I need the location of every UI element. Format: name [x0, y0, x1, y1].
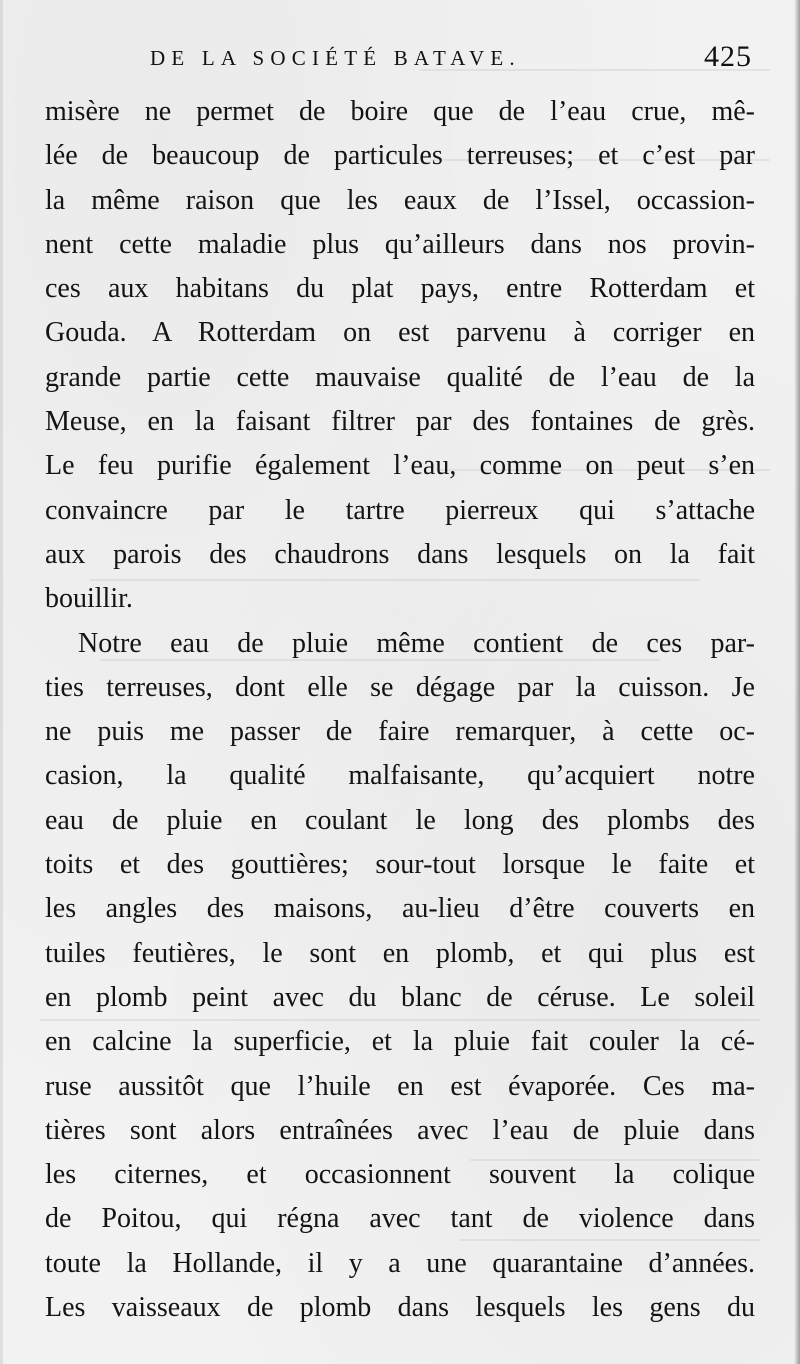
- page-right-edge-shadow: [794, 0, 800, 1364]
- text-line: Gouda. A Rotterdam on est parvenu à corriger en: [45, 317, 755, 349]
- text-line: grande partie cette mauvaise qualité de l’eau de la: [45, 361, 755, 393]
- text-line: convaincre par le tartre pierreux qui s’attache: [45, 494, 755, 526]
- text-line: Le feu purifie également l’eau, comme on peut s’en: [45, 450, 755, 482]
- text-line: les citernes, et occasionnent souvent la colique: [45, 1159, 755, 1191]
- text-line: tuiles feutières, le sont en plomb, et qui plus est: [45, 937, 755, 969]
- text-line: casion, la qualité malfaisante, qu’acquiert notre: [45, 760, 755, 792]
- text-line: la même raison que les eaux de l’Issel, occassion-: [45, 184, 755, 216]
- page-header: [150, 40, 752, 80]
- running-title: DE LA SOCIÉTÉ BATAVE.: [150, 46, 521, 70]
- text-line: Meuse, en la faisant filtrer par des fontaines de grès.: [45, 406, 755, 438]
- text-line: nent cette maladie plus qu’ailleurs dans nos provin-: [45, 228, 755, 260]
- page-number: 425: [704, 40, 752, 73]
- text-line: en plomb peint avec du blanc de céruse. Le soleil: [45, 981, 755, 1013]
- text-line: bouillir.: [45, 583, 133, 615]
- text-line: toute la Hollande, il y a une quarantaine d’années.: [45, 1247, 755, 1279]
- paragraph-2: [45, 622, 755, 1331]
- page-left-edge: [0, 0, 3, 1364]
- text-line: de Poitou, qui régna avec tant de violence dans: [45, 1203, 755, 1235]
- text-line: ces aux habitans du plat pays, entre Rotterdam et: [45, 273, 755, 305]
- text-line: lée de beaucoup de particules terreuses; et c’est par: [45, 140, 755, 172]
- text-line: ne puis me passer de faire remarquer, à cette oc-: [45, 716, 755, 748]
- text-line: ruse aussitôt que l’huile en est évaporée. Ces ma-: [45, 1070, 755, 1102]
- text-line: toits et des gouttières; sour-tout lorsque le faite et: [45, 849, 755, 881]
- text-line: Les vaisseaux de plomb dans lesquels les gens du: [45, 1292, 755, 1324]
- text-line: Notre eau de pluie même contient de ces par-: [78, 627, 755, 659]
- paragraph-1: [45, 90, 755, 622]
- text-line: ties terreuses, dont elle se dégage par la cuisson. Je: [45, 671, 755, 703]
- text-line: tières sont alors entraînées avec l’eau de pluie dans: [45, 1114, 755, 1146]
- text-line: les angles des maisons, au-lieu d’être couverts en: [45, 893, 755, 925]
- text-line: misère ne permet de boire que de l’eau crue, mê-: [45, 96, 755, 127]
- text-line: aux parois des chaudrons dans lesquels on la fait: [45, 538, 755, 570]
- text-line: en calcine la superficie, et la pluie fait couler la cé-: [45, 1026, 755, 1058]
- body-text: [45, 90, 755, 1330]
- text-line: eau de pluie en coulant le long des plombs des: [45, 804, 755, 836]
